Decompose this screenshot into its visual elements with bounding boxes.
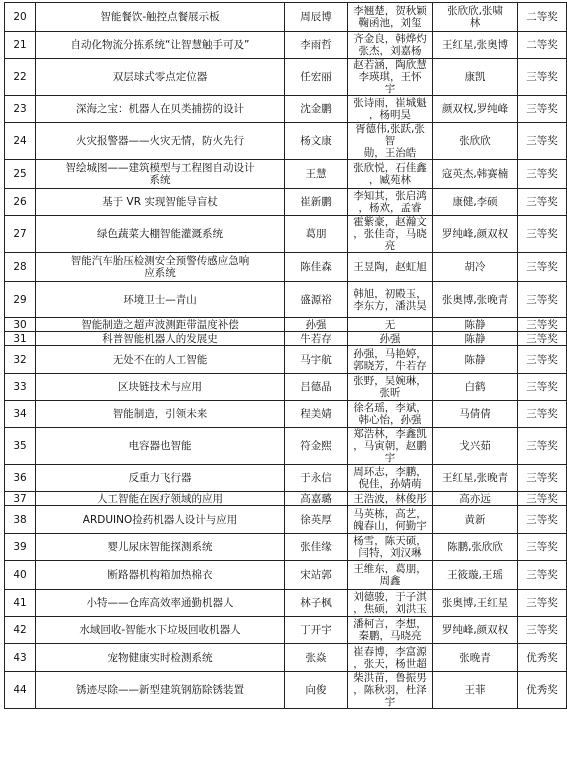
cell-members: 张诗雨，崔城魁 ，杨明昊	[348, 96, 433, 123]
cell-award: 三等奖	[518, 346, 567, 374]
cell-leader: 丁开宇	[285, 617, 348, 644]
cell-award: 三等奖	[518, 492, 567, 506]
cell-leader: 盛源裕	[285, 282, 348, 318]
cell-leader: 符金熙	[285, 428, 348, 465]
cell-members: 李知其，张启鸿 ，杨欢，孟睿	[348, 189, 433, 216]
cell-members: 郑浩林，李鑫凯 ，马寅朝，赵鹏 宇	[348, 428, 433, 465]
cell-award: 优秀奖	[518, 672, 567, 709]
cell-leader: 任宏丽	[285, 59, 348, 96]
cell-leader: 王慧	[285, 160, 348, 189]
cell-project-title: 绿色蔬菜大棚智能灌溉系统	[36, 216, 285, 253]
table-row	[5, 253, 567, 282]
cell-leader: 吕德晶	[285, 374, 348, 401]
cell-members: 刘德骏，于子淇 ，焦硕，刘洪玉	[348, 590, 433, 617]
cell-leader: 牛若存	[285, 332, 348, 346]
cell-number: 27	[5, 216, 36, 253]
table-row	[5, 374, 567, 401]
cell-number: 28	[5, 253, 36, 282]
table-row	[5, 465, 567, 492]
table-row	[5, 428, 567, 465]
cell-members: 周环志，李鹏， 倪佳，孙婧萌	[348, 465, 433, 492]
cell-teacher: 颜双权,罗纯峰	[433, 96, 518, 123]
cell-award: 三等奖	[518, 59, 567, 96]
awards-table-container	[4, 2, 567, 709]
cell-award: 三等奖	[518, 189, 567, 216]
table-row	[5, 617, 567, 644]
cell-number: 33	[5, 374, 36, 401]
cell-teacher: 张欣欣,张啸 林	[433, 3, 518, 32]
cell-teacher: 王红星,张奥博	[433, 32, 518, 59]
cell-award: 三等奖	[518, 561, 567, 590]
cell-members: 王浩波，林俊彤	[348, 492, 433, 506]
cell-teacher: 白鹤	[433, 374, 518, 401]
cell-teacher: 高亦远	[433, 492, 518, 506]
awards-table-body	[5, 3, 567, 709]
cell-award: 优秀奖	[518, 644, 567, 672]
cell-teacher: 王红星,张晚青	[433, 465, 518, 492]
table-row	[5, 492, 567, 506]
cell-members: 胥德伟,张跃,张智 勋，王治皓	[348, 123, 433, 160]
cell-leader: 林子枫	[285, 590, 348, 617]
cell-number: 40	[5, 561, 36, 590]
cell-project-title: 智能制造之超声波测距带温度补偿	[36, 318, 285, 332]
cell-teacher: 康健,李硕	[433, 189, 518, 216]
cell-members: 崔春博，李富源 ，张天，杨世超	[348, 644, 433, 672]
cell-award: 三等奖	[518, 465, 567, 492]
table-row	[5, 534, 567, 561]
cell-teacher: 罗纯峰,颜双权	[433, 216, 518, 253]
cell-award: 三等奖	[518, 374, 567, 401]
table-row	[5, 59, 567, 96]
cell-teacher: 陈鹏,张欣欣	[433, 534, 518, 561]
cell-members: 韩旭，初殿玉， 李东方，潘洪昊	[348, 282, 433, 318]
cell-award: 三等奖	[518, 282, 567, 318]
cell-leader: 孙强	[285, 318, 348, 332]
cell-project-title: 科普智能机器人的发展史	[36, 332, 285, 346]
table-row	[5, 590, 567, 617]
table-row	[5, 216, 567, 253]
cell-award: 二等奖	[518, 3, 567, 32]
cell-number: 37	[5, 492, 36, 506]
cell-number: 30	[5, 318, 36, 332]
table-row	[5, 401, 567, 428]
cell-number: 38	[5, 506, 36, 534]
cell-number: 23	[5, 96, 36, 123]
cell-teacher: 张欣欣	[433, 123, 518, 160]
cell-project-title: 环境卫士—青山	[36, 282, 285, 318]
cell-project-title: 婴儿尿床智能探测系统	[36, 534, 285, 561]
cell-teacher: 黄新	[433, 506, 518, 534]
cell-number: 31	[5, 332, 36, 346]
cell-members: 霍紫豪，赵瀚文 ，张佳奇，马晓 亮	[348, 216, 433, 253]
table-row	[5, 160, 567, 189]
table-row	[5, 346, 567, 374]
cell-members: 王昱陶，赵虹旭	[348, 253, 433, 282]
cell-number: 29	[5, 282, 36, 318]
cell-teacher: 王菲	[433, 672, 518, 709]
cell-number: 21	[5, 32, 36, 59]
cell-number: 42	[5, 617, 36, 644]
cell-members: 李翘楚，贺秋颖 鞠函池，刘玺	[348, 3, 433, 32]
cell-teacher: 戈兴茹	[433, 428, 518, 465]
cell-members: 赵若涵，陶欣慧 李瑛琪，王怀 宇	[348, 59, 433, 96]
table-row	[5, 318, 567, 332]
cell-teacher: 陈静	[433, 346, 518, 374]
cell-number: 44	[5, 672, 36, 709]
cell-award: 三等奖	[518, 253, 567, 282]
table-row	[5, 561, 567, 590]
cell-leader: 周辰博	[285, 3, 348, 32]
cell-project-title: 宠物健康实时检测系统	[36, 644, 285, 672]
cell-project-title: 人工智能在医疗领域的应用	[36, 492, 285, 506]
cell-teacher: 胡冷	[433, 253, 518, 282]
cell-teacher: 张奥博,张晚青	[433, 282, 518, 318]
cell-project-title: 双层球式零点定位器	[36, 59, 285, 96]
cell-project-title: 断路器机构箱加热棉衣	[36, 561, 285, 590]
cell-award: 三等奖	[518, 428, 567, 465]
cell-number: 36	[5, 465, 36, 492]
cell-teacher: 张奥博,王红星	[433, 590, 518, 617]
cell-teacher: 陈静	[433, 332, 518, 346]
cell-members: 杨雪，陈天硕， 闫特，刘汉琳	[348, 534, 433, 561]
cell-project-title: 智能餐饮-触控点餐展示板	[36, 3, 285, 32]
table-row	[5, 644, 567, 672]
cell-award: 三等奖	[518, 401, 567, 428]
cell-members: 孙强	[348, 332, 433, 346]
cell-leader: 陈佳森	[285, 253, 348, 282]
cell-award: 三等奖	[518, 617, 567, 644]
cell-leader: 宋站郭	[285, 561, 348, 590]
table-row	[5, 506, 567, 534]
cell-number: 41	[5, 590, 36, 617]
cell-project-title: 锈迹尽除——新型建筑钢筋除锈装置	[36, 672, 285, 709]
cell-teacher: 马倩倩	[433, 401, 518, 428]
cell-award: 三等奖	[518, 96, 567, 123]
cell-members: 张野，吴婉琳， 张昕	[348, 374, 433, 401]
cell-teacher: 寇英杰,韩赛楠	[433, 160, 518, 189]
cell-award: 三等奖	[518, 590, 567, 617]
cell-project-title: 电容器也智能	[36, 428, 285, 465]
cell-number: 26	[5, 189, 36, 216]
cell-number: 22	[5, 59, 36, 96]
cell-award: 三等奖	[518, 216, 567, 253]
cell-project-title: 智能制造，引领未来	[36, 401, 285, 428]
cell-project-title: 区块链技术与应用	[36, 374, 285, 401]
cell-project-title: 反重力飞行器	[36, 465, 285, 492]
cell-teacher: 王筱璇,王瑶	[433, 561, 518, 590]
cell-award: 三等奖	[518, 123, 567, 160]
cell-leader: 沈金鹏	[285, 96, 348, 123]
cell-award: 三等奖	[518, 506, 567, 534]
cell-leader: 向俊	[285, 672, 348, 709]
cell-members: 齐金良，韩烨灼 张杰，刘嘉杨	[348, 32, 433, 59]
cell-number: 25	[5, 160, 36, 189]
cell-members: 王维东，葛朋， 周鑫	[348, 561, 433, 590]
cell-award: 三等奖	[518, 534, 567, 561]
cell-leader: 张焱	[285, 644, 348, 672]
cell-project-title: 深海之宝：机器人在贝类捕捞的设计	[36, 96, 285, 123]
table-row	[5, 332, 567, 346]
cell-members: 徐名瑶，李斌， 韩心怡，孙强	[348, 401, 433, 428]
cell-project-title: 小特——仓库高效率通勤机器人	[36, 590, 285, 617]
cell-number: 32	[5, 346, 36, 374]
cell-leader: 徐英厚	[285, 506, 348, 534]
cell-teacher: 康凯	[433, 59, 518, 96]
awards-table	[4, 2, 567, 709]
cell-leader: 程美婧	[285, 401, 348, 428]
cell-teacher: 张晚青	[433, 644, 518, 672]
cell-number: 35	[5, 428, 36, 465]
cell-project-title: ARDUINO捡药机器人设计与应用	[36, 506, 285, 534]
cell-project-title: 基于 VR 实现智能导盲杖	[36, 189, 285, 216]
cell-members: 无	[348, 318, 433, 332]
cell-leader: 葛朋	[285, 216, 348, 253]
table-row	[5, 96, 567, 123]
cell-project-title: 智绘城图——建筑模型与工程图自动设计 系统	[36, 160, 285, 189]
table-row	[5, 123, 567, 160]
cell-leader: 李雨哲	[285, 32, 348, 59]
cell-leader: 杨文康	[285, 123, 348, 160]
table-row	[5, 189, 567, 216]
cell-members: 孙强，马艳婷， 郭晓芳，牛若存	[348, 346, 433, 374]
cell-number: 24	[5, 123, 36, 160]
cell-project-title: 自动化物流分拣系统“让智慧触手可及”	[36, 32, 285, 59]
cell-number: 43	[5, 644, 36, 672]
cell-members: 潘柯言，李想， 秦鹏，马晓亮	[348, 617, 433, 644]
cell-leader: 张佳缘	[285, 534, 348, 561]
cell-award: 三等奖	[518, 160, 567, 189]
cell-members: 张欣悦，石佳鑫 ，臧苑林	[348, 160, 433, 189]
cell-teacher: 罗纯峰,颜双权	[433, 617, 518, 644]
table-row	[5, 32, 567, 59]
cell-leader: 高嘉璐	[285, 492, 348, 506]
cell-number: 39	[5, 534, 36, 561]
table-row	[5, 672, 567, 709]
cell-project-title: 火灾报警器——火灾无情，防火先行	[36, 123, 285, 160]
cell-award: 三等奖	[518, 318, 567, 332]
cell-leader: 马宇航	[285, 346, 348, 374]
cell-project-title: 水域回收-智能水下垃圾回收机器人	[36, 617, 285, 644]
cell-project-title: 无处不在的人工智能	[36, 346, 285, 374]
cell-members: 马英栋，高艺， 魄春山，何勤宇	[348, 506, 433, 534]
cell-teacher: 陈静	[433, 318, 518, 332]
cell-award: 三等奖	[518, 332, 567, 346]
table-row	[5, 3, 567, 32]
cell-members: 柴洪苗，鲁振男 ，陈秋羽，杜泽 宇	[348, 672, 433, 709]
cell-leader: 于永信	[285, 465, 348, 492]
cell-leader: 崔新鹏	[285, 189, 348, 216]
cell-number: 20	[5, 3, 36, 32]
table-row	[5, 282, 567, 318]
cell-number: 34	[5, 401, 36, 428]
cell-project-title: 智能汽车胎压检测安全预警传感应急响 应系统	[36, 253, 285, 282]
cell-award: 二等奖	[518, 32, 567, 59]
